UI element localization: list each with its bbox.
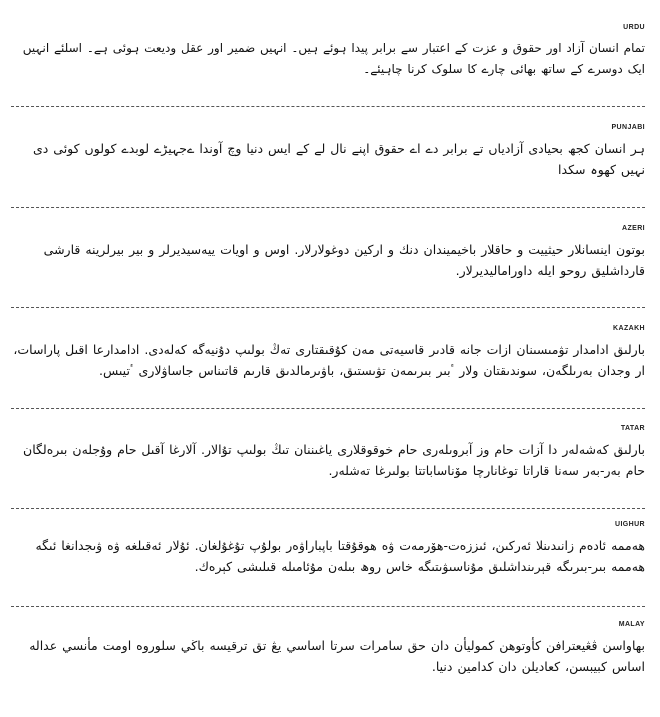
language-label: KAZAKH (613, 325, 645, 332)
section-text: ھەممە ئادەم زانىدىنلا ئەركىن، ئىززەت-ھۆرمەت ۋە ھوقۇقتا باپباراۋەر بولۇپ تۇغۇلغان. ئۇلار ئەقىلغە ۋە ۋىجدانغا ئىگە ھەممە بىر-بىرىگە قېرىنداشلىق مۇناسىۋىتىگە خاس روھ بىلەن مۇئامىلە قىلىشى كېرەك. (35, 538, 645, 574)
section-divider (11, 207, 645, 208)
section-azeri (11, 225, 645, 289)
section-divider (11, 307, 645, 308)
section-text: تمام انسان آزاد اور حقوق و عزت کے اعتبار سے برابر پیدا ہوئے ہیں۔ انہیں ضمیر اور عقل ودیعت ہوئی ہے۔ اسلئے انہیں ایک دوسرے کے ساتھ بھائی چارے کا سلوک کرنا چاہیئے۔ (22, 41, 645, 76)
section-punjabi (11, 124, 645, 188)
section-text: بارلىق كەشەلەر دا آزات حام وز آبروىلەرى حام خوقوقلارى ياغىننان تىڭ بولىپ تۇالار. آلارغا آقىل حام وۇجلەن بىرەلگان حام بەر-بەر سەنا قاراتا توغانارچا مۆناساباتتا بولىرغا تەشلەر. (23, 442, 645, 478)
language-label: UIGHUR (614, 521, 645, 528)
section-divider (11, 408, 645, 409)
section-divider (11, 106, 645, 107)
section-tatar (11, 425, 645, 489)
language-label: URDU (623, 24, 645, 31)
section-uighur (11, 521, 645, 585)
language-label: PUNJABI (611, 124, 645, 131)
section-text: بهاواسن ڤڠيعترافن كأوتوهن كموليأن دان حق سامرات سرتا اساسي يڠ تق ترقيسه باڬي سلوروه اومت مأنسي عداله اساس كبيبسن، كعاديلن دان كدامين دنيا. (29, 638, 645, 674)
section-kazakh (11, 325, 645, 389)
section-urdu (11, 24, 645, 88)
language-label: TATAR (620, 425, 645, 432)
section-divider (11, 508, 645, 509)
language-label: AZERI (622, 225, 645, 232)
language-label: MALAY (618, 621, 645, 628)
section-text: بوتون اینسانلار حیثییت و حاقلار باخیمیندان دنك و ارکین دوغولارلار. اوس و اویات ییه‌سیدیرلر و بیر بیرلرینه قارشی قارداشلیق روحو ایله داورامالیدیرلار. (43, 242, 645, 278)
section-malay (11, 621, 645, 685)
section-text: بارلىق ادامدار تۋمىسىنان ازات جانە قادىر قاسيەتى مەن كۇقىقتارى تەڭ بولىپ دۇنيەگە كەلەدى. ادامدارعا اقىل پاراسات، ار وجدان بەرىلگەن، سوندىقتان ولار ٴبىر بىرىمەن تۋىستىق، باۋىرمالدىق قارىم قاتىناس جاساۋلارى ٴتيىس. (13, 342, 645, 378)
section-text: ہر انسان کجھ بحیادی آزادیاں تے برابر دے اے حقوق اپنے نال لے کے ایس دنیا وچ آوندا ےجہیڑے لوبدے کولوں کوئی دی نہیں کھوہ سکدا (32, 141, 645, 177)
section-divider (11, 606, 645, 607)
